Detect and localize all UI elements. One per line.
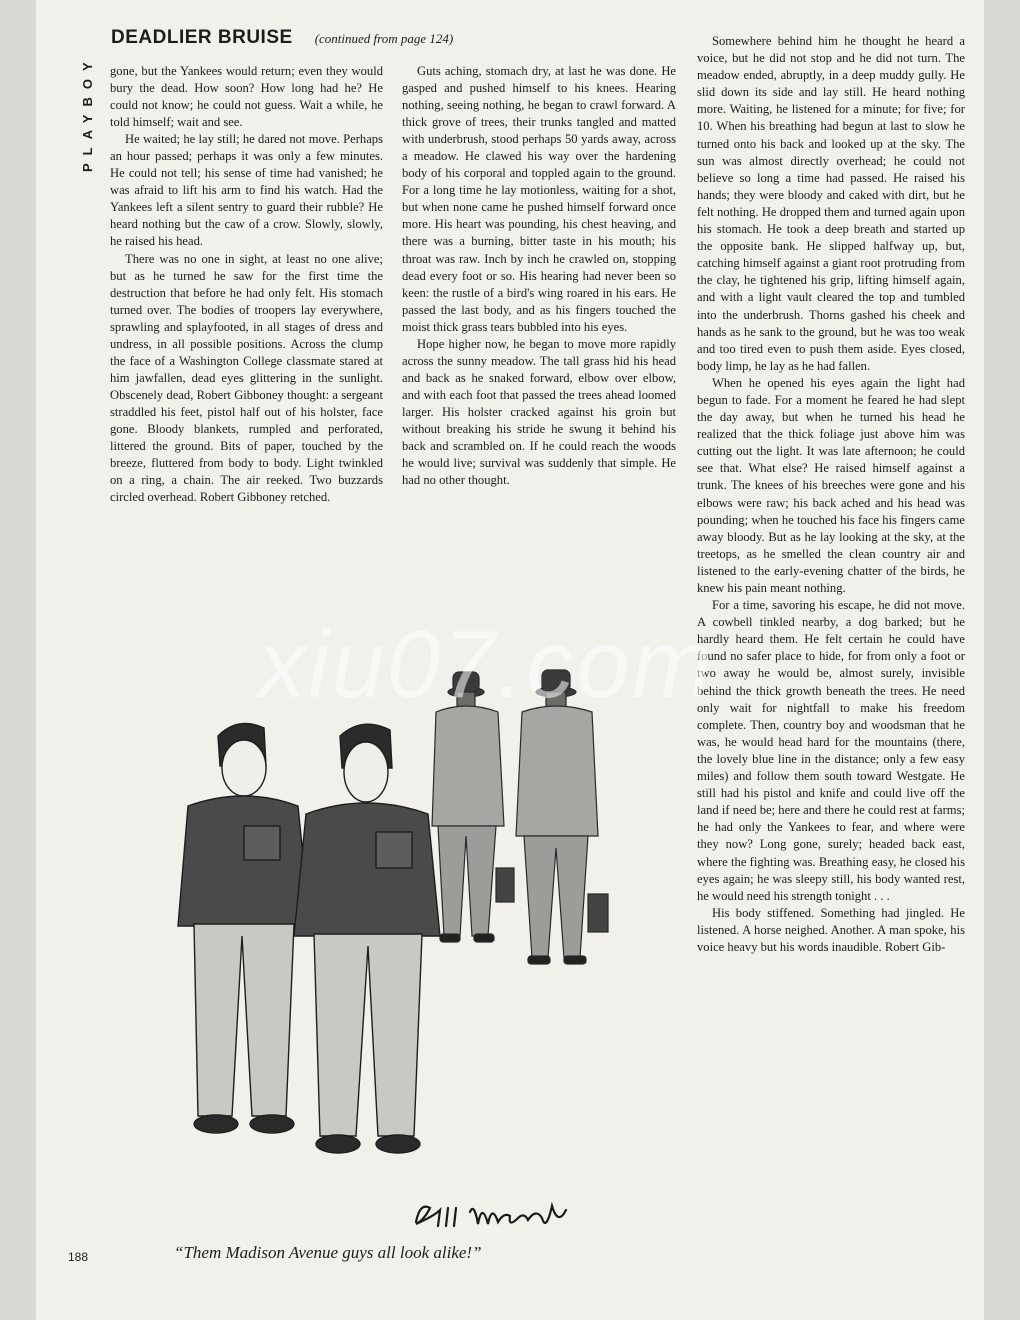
paragraph: Somewhere behind him he thought he heard a voice, but he did not stop and he did not turn. The meadow ended, abruptly, in a deep muddy gully. He slid down its side and lay still. He heard nothing more. Waiting, he listened for a minute; for five; for 10. When his breathing had begun at last to slow he turned onto his back and looked up at the sky. The sun was almost directly overhead; he could not believe so long a time had passed. He raised his hands; they were bloody and caked with dirt, but he felt nothing. He dropped them and turned again upon his stomach. He took a deep breath and started up the opposite bank. He slipped halfway up, but, catching himself against a giant root protruding from the clay, he tightened his grip, lifting himself again, and with a light vault cleared the top and tumbled into the underbrush. Thorns gashed his cheek and hands as he sank to the ground, but he was too weak and too tired even to push them aside. Eyes closed, body limp, he lay as he had fallen. <box>697 34 965 373</box>
magazine-logo: PLAYBOY <box>80 54 95 172</box>
youth-figure-right <box>294 724 440 1153</box>
continued-note: (continued from page 124) <box>314 31 454 46</box>
text-column-2 <box>402 63 676 489</box>
watermark-text: xiu07.com <box>258 611 714 718</box>
paragraph: His body stiffened. Something had jingled. He listened. A horse neighed. Another. A man spoke, his voice heavy but his words inaudible. Robert Gib- <box>697 905 965 954</box>
paragraph: There was no one in sight, at least no one alive; but as he turned he saw for the first time the destruction that before he had only felt. His stomach turned over. The bodies of troopers lay everywhere, sprawling and splayfooted, in all stages of dress and undress, in all possible positions. Across the clump the face of a Washington College classmate stared at him jawfallen, dead eyes glittering in the sunlight. Obscenely dead, Robert Gibboney thought: a sergeant straddled his feet, pistol half out of his holster, face gone. Bloody blankets, rumpled and perforated, littered the ground. Bits of paper, touched by the breeze, fluttered from body to body. Light twinkled on a ring, a chain. The air reeked. Two buzzards circled overhead. Robert Gibboney retched. <box>110 251 383 505</box>
text-column-3 <box>697 33 965 956</box>
businessman-figure-left <box>432 672 514 942</box>
paragraph: gone, but the Yankees would return; even they would bury the dead. How soon? How long had he? He could not know; he could not guess. Wait a while, he told himself; wait and see. <box>110 64 383 130</box>
artist-signature <box>416 1206 566 1226</box>
article-title: DEADLIER BRUISE <box>111 27 293 48</box>
article-heading <box>111 27 453 49</box>
businessman-figure-right <box>516 670 608 964</box>
paragraph: For a time, savoring his escape, he did not move. A cowbell tinkled nearby, a dog barked; but he hardly heard them. He felt certain he could have found no safer place to hide, for from only a foot or two away he would be, almost surely, invisible behind the thick growth beneath the trees. He need only wait for nightfall to make his freedom complete. Then, country boy and woodsman that he was, he would head hard for the mountains (there, the lovely blue line in the distance; only a few easy miles) and follow them south toward Westgate. He still had his pistol and knife and could live off the land if need be; here and there he could rest at farms; he had only the Yankees to fear, and where were they now? Long gone, surely; headed back east, where the fighting was. Breathing easy, he closed his eyes again; he was sleepy still, his body wanted rest, he would need his strength tonight . . . <box>697 598 965 903</box>
paragraph: Guts aching, stomach dry, at last he was done. He gasped and pushed himself to his knees. Hearing nothing, seeing nothing, he began to crawl forward. A thick grove of trees, their trunks tangled and matted with underbrush, stood perhaps 50 yards away, across a meadow. He clawed his way over the hardening body of his corporal and toppled again to the ground. For a long time he lay motionless, waiting for a shot, but when none came he pushed himself forward once more. His heart was pounding, his chest heaving, and there was a burning, bitter taste in his mouth; his throat was raw. Inch by inch he crawled on, stopping dead every foot or so. His hearing had never been so keen: the rustle of a bird's wing roared in his ears. He passed the last body, and as his fingers touched the moist thick grass tears bubbled into his eyes. <box>402 64 676 334</box>
youth-figure-left <box>178 724 310 1134</box>
paragraph: When he opened his eyes again the light had begun to fade. For a moment he feared he had slept the day away, but when he turned his head he realized that the thick foliage just above him was cutting out the light. It was late afternoon; he could see that. What else? He raised himself against a trunk. The knees of his breeches were gone and his elbows were raw; his back ached and his head was pounding; when he touched his face his fingers came away bloody. But as he lay looking at the sky, at the treetops, as he smelled the clean country air and listened to the early-evening chatter of the birds, he knew his pain meant nothing. <box>697 375 965 595</box>
cartoon-caption: “Them Madison Avenue guys all look alike!” <box>174 1243 482 1262</box>
text-column-1 <box>110 63 383 506</box>
page-number: 188 <box>68 1250 89 1264</box>
paragraph: Hope higher now, he began to move more rapidly across the sunny meadow. The tall grass hid his head and back as he snaked forward, elbow over elbow, and with each foot that passed the trees ahead loomed larger. His holster cracked against his groin but without breaking his stride he swung it behind his back and scrambled on. If he could reach the woods he would live; survival was suddenly that simple. He had no other thought. <box>402 336 676 488</box>
cartoon-illustration <box>148 636 688 1246</box>
paragraph: He waited; he lay still; he dared not move. Perhaps an hour passed; perhaps it was only a few minutes. He could not tell; his sense of time had vanished; he was afraid to lift his arm to find his watch. Had the Yankees left a silent sentry to guard their rubble? He heard nothing but the caw of a crow. Slowly, slowly, he raised his head. <box>110 132 383 249</box>
